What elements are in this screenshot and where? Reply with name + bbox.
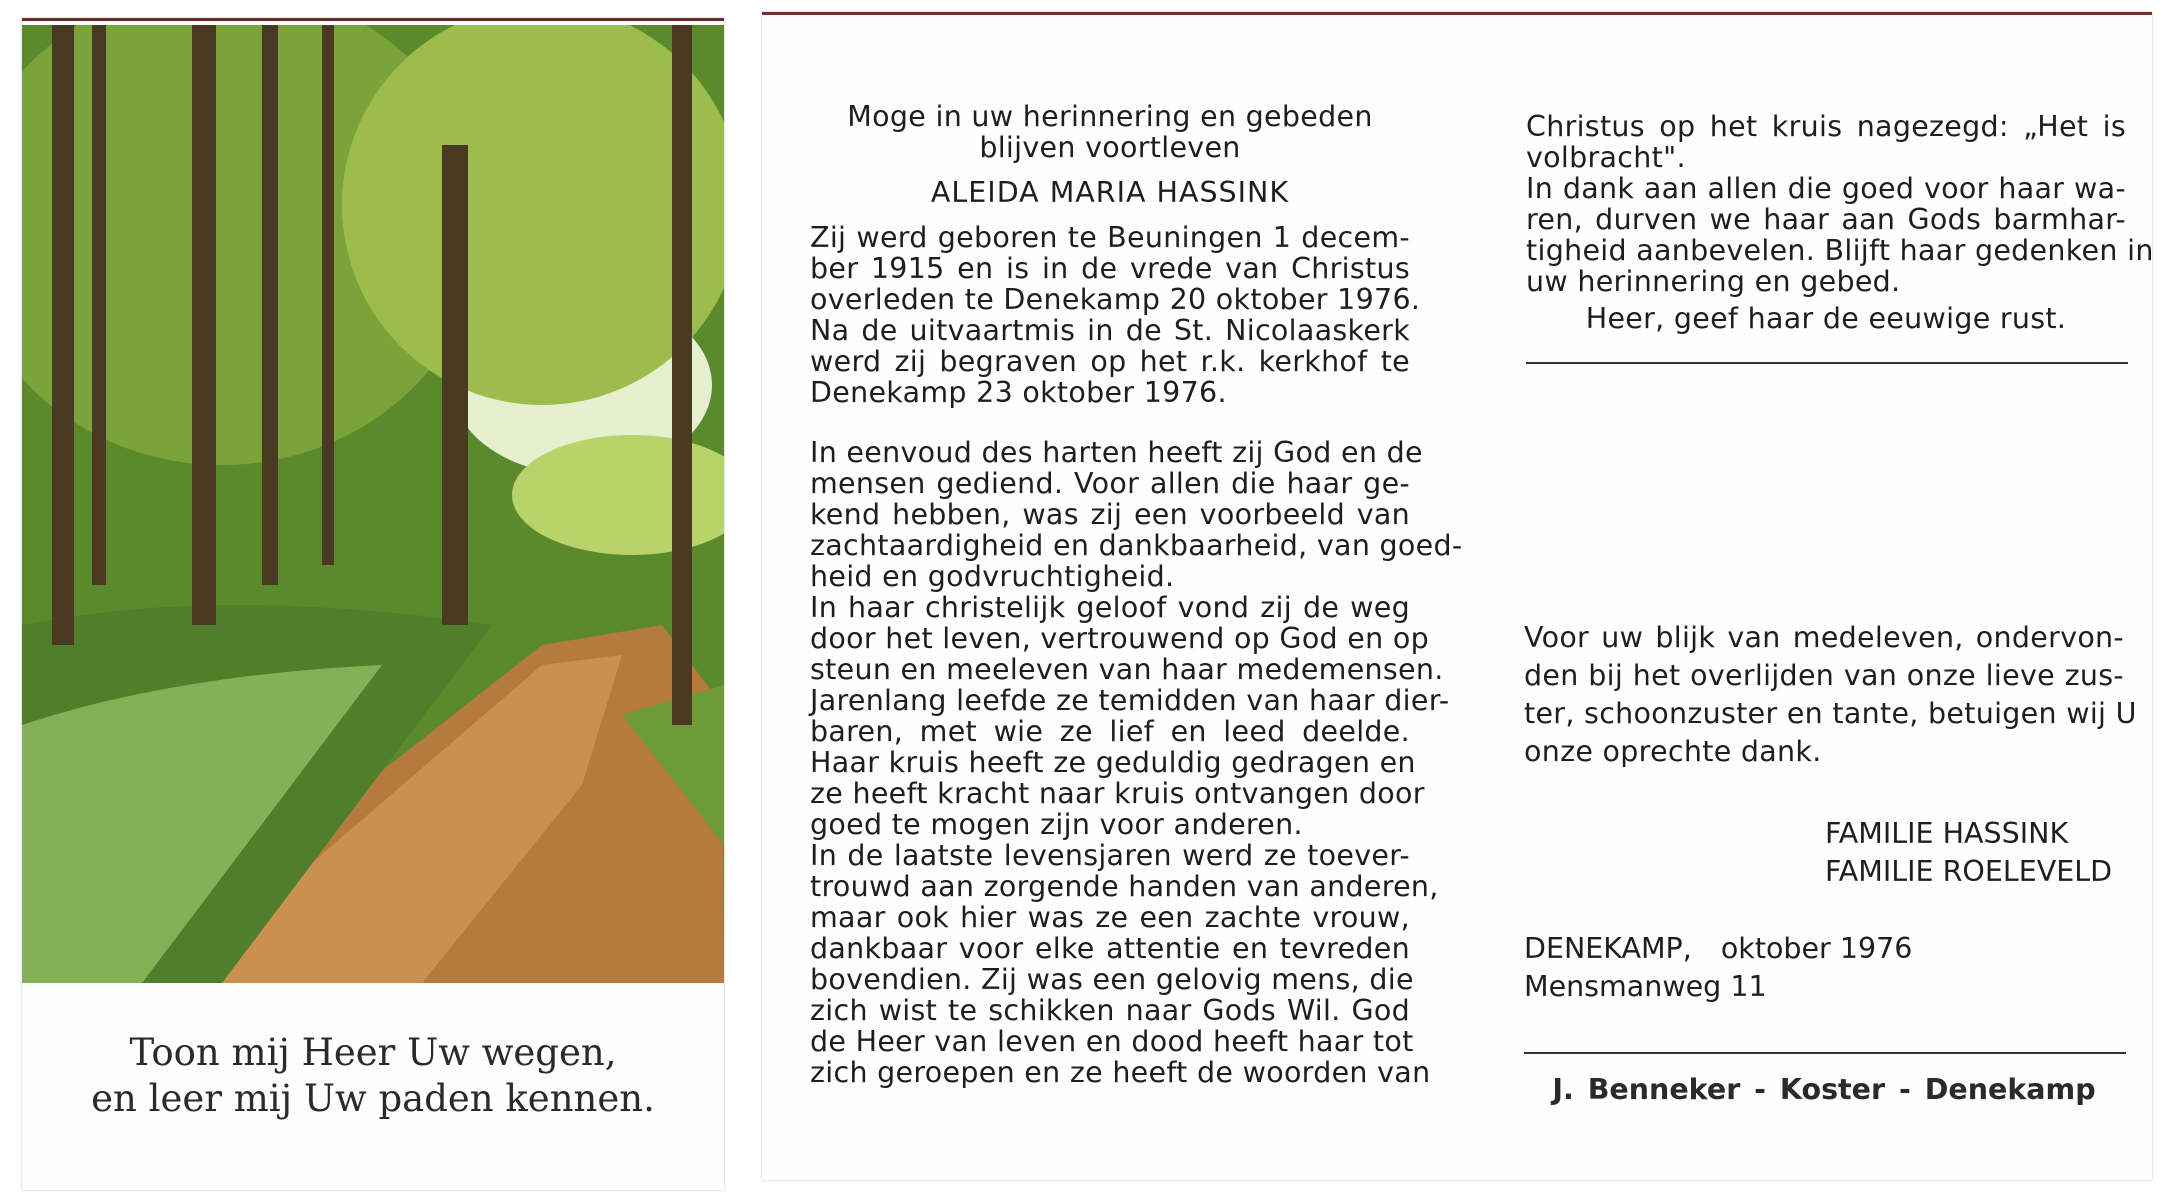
text-line: steun en meeleven van haar medemensen. <box>810 653 1444 686</box>
text-line: In de laatste levensjaren werd ze toever- <box>810 839 1410 872</box>
text-line: uw herinnering en gebed. <box>1526 265 1901 298</box>
prayer: Heer, geef haar de eeuwige rust. <box>1585 302 2067 335</box>
text-line: ze heeft kracht naar kruis ontvangen door <box>810 777 1425 810</box>
caption-line: en leer mij Uw paden kennen. <box>91 1077 655 1120</box>
text-line: kend hebben, was zij een voorbeeld van <box>810 498 1410 531</box>
text-line: zich geroepen en ze heeft de woorden van <box>810 1056 1431 1089</box>
text-line: Zij werd geboren te Beuningen 1 decem- <box>810 221 1410 254</box>
text-line: trouwd aan zorgende handen van anderen, <box>810 870 1439 903</box>
memorial-card-text <box>762 12 2152 1180</box>
text-line: ter, schoonzuster en tante, betuigen wij U <box>1524 697 2137 730</box>
family-name: FAMILIE HASSINK <box>1825 817 2069 850</box>
divider <box>1526 362 2128 364</box>
text-line: mensen gediend. Voor allen die haar ge- <box>810 467 1410 500</box>
printer-credit: J. Benneker - Koster - Denekamp <box>1552 1073 2096 1106</box>
text-line: onze oprechte dank. <box>1524 735 1822 768</box>
divider <box>1524 1052 2126 1054</box>
right-column <box>1526 110 2154 335</box>
text-line: baren, met wie ze lief en leed deelde. <box>810 715 1410 748</box>
text-line: goed te mogen zijn voor anderen. <box>810 808 1303 841</box>
text-line: dankbaar voor elke attentie en tevreden <box>810 932 1410 965</box>
text-line: Haar kruis heeft ze geduldig gedragen en <box>810 746 1416 779</box>
text-line: Denekamp 23 oktober 1976. <box>810 376 1227 409</box>
text-line: volbracht". <box>1526 141 1686 174</box>
biography-paragraph <box>810 221 1421 409</box>
text-line: heid en godvruchtigheid. <box>810 560 1175 593</box>
memorial-card-front <box>22 18 724 1190</box>
thanks-paragraph <box>1524 619 2137 771</box>
text-line: de Heer van leven en dood heeft haar tot <box>810 1025 1414 1058</box>
text-line: door het leven, vertrouwend op God en op <box>810 622 1429 655</box>
date: oktober 1976 <box>1720 932 1913 965</box>
text-line: bovendien. Zij was een gelovig mens, die <box>810 963 1414 996</box>
text-line: In eenvoud des harten heeft zij God en de <box>810 436 1423 469</box>
text-line: ber 1915 en is in de vrede van Christus <box>810 252 1410 285</box>
heading-line: Moge in uw herinnering en gebeden <box>847 100 1373 133</box>
text-line: den bij het overlijden van onze lieve zus- <box>1524 659 2124 692</box>
text-line: maar ook hier was ze een zachte vrouw, <box>810 901 1410 934</box>
place-date <box>1524 930 1912 1006</box>
heading-line: blijven voortleven <box>979 131 1241 164</box>
forest-path-photo <box>22 25 724 983</box>
closing-paragraph <box>1526 110 2154 298</box>
text-line: zachtaardigheid en dankbaarheid, van goed- <box>810 529 1463 562</box>
text-line: zich wist te schikken naar Gods Wil. God <box>810 994 1410 1027</box>
caption-line: Toon mij Heer Uw wegen, <box>129 1031 617 1074</box>
tribute-paragraph <box>810 436 1463 1089</box>
text-line: Na de uitvaartmis in de St. Nicolaaskerk <box>810 314 1410 347</box>
place: DENEKAMP, <box>1524 932 1692 965</box>
text-line: In dank aan allen die goed voor haar wa- <box>1526 172 2126 205</box>
text-line: ren, durven we haar aan Gods barmhar- <box>1526 203 2126 236</box>
text-line: tigheid aanbevelen. Blijft haar gedenken in <box>1526 234 2154 267</box>
text-line: werd zij begraven op het r.k. kerkhof te <box>810 345 1410 378</box>
family-name: FAMILIE ROELEVELD <box>1825 855 2113 888</box>
middle-column <box>810 100 1463 1089</box>
deceased-name: ALEIDA MARIA HASSINK <box>930 176 1290 209</box>
text-line: Voor uw blijk van medeleven, ondervon- <box>1524 621 2124 654</box>
text-line: Jarenlang leefde ze temidden van haar dier- <box>810 684 1450 717</box>
families <box>1825 815 2112 891</box>
text-line: In haar christelijk geloof vond zij de weg <box>810 591 1410 624</box>
text-line: Christus op het kruis nagezegd: „Het is <box>1526 110 2126 143</box>
address: Mensmanweg 11 <box>1524 970 1767 1003</box>
text-line: overleden te Denekamp 20 oktober 1976. <box>810 283 1421 316</box>
